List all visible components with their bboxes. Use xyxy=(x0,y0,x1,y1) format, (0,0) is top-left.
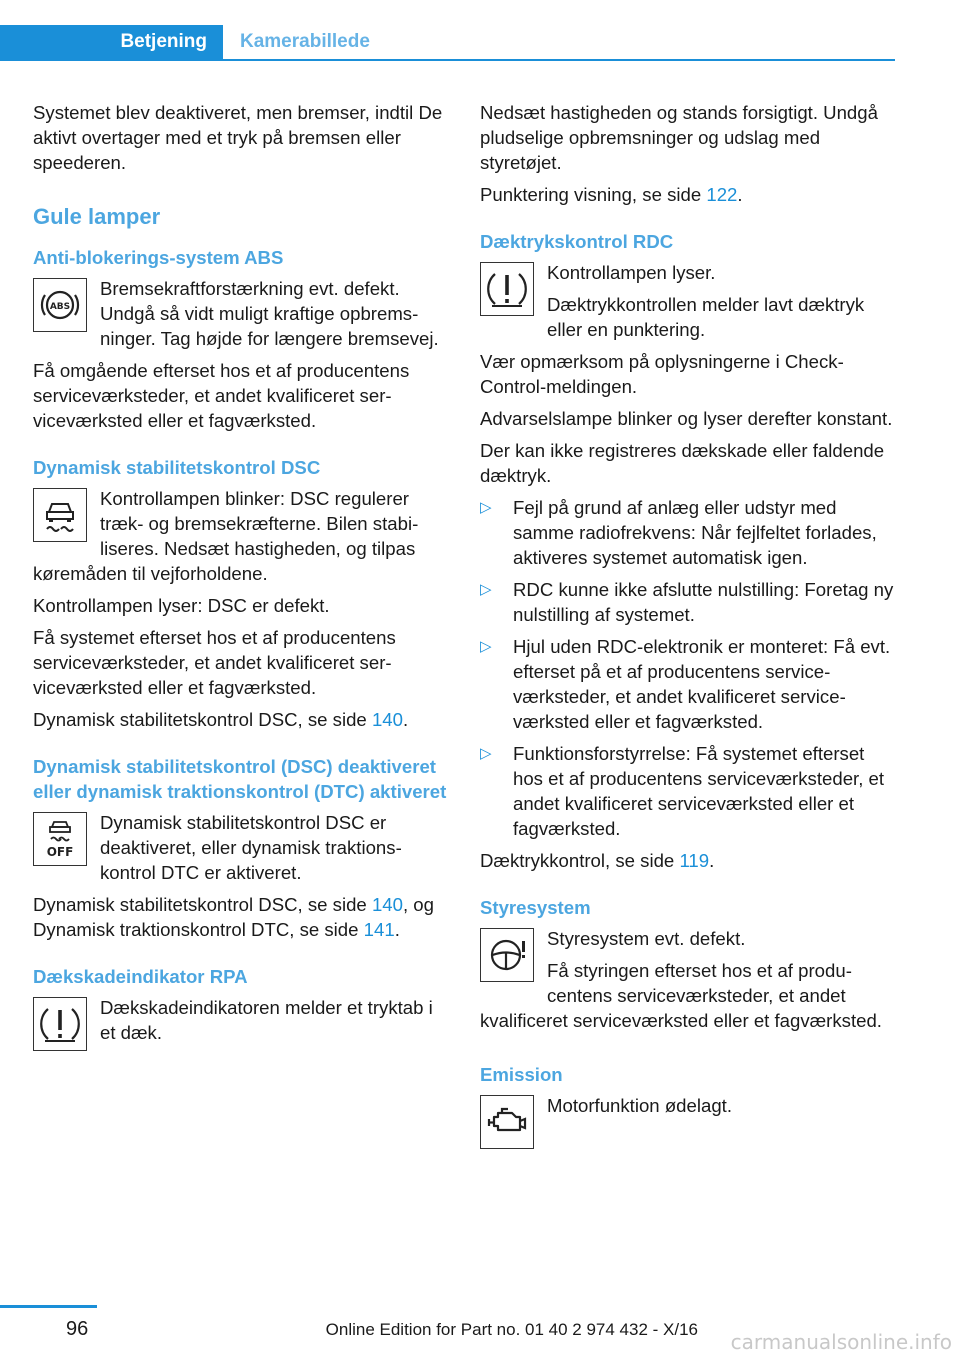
paragraph: Motorfunktion ødelagt. xyxy=(547,1095,733,1116)
list-item xyxy=(480,495,898,570)
section-tab-label: Betjening xyxy=(120,31,207,52)
paragraph: Nedsæt hastigheden og stands forsigtigt. Undgå pludselige opbremsninger og udslag med styretøjet. xyxy=(480,102,878,173)
footer-rule xyxy=(0,1305,97,1308)
ref-text: , og Dynamisk traktionskontrol DTC, se side xyxy=(33,894,434,940)
page-link[interactable]: 140 xyxy=(371,894,403,915)
paragraph: Dynamisk stabilitetskontrol DSC er deaktiveret, eller dynamisk traktionskontrol DTC er aktiveret. xyxy=(100,812,402,883)
edition-info: Online Edition for Part no. 01 40 2 974 432 - X/16 xyxy=(325,1320,698,1339)
subsection-heading-dsc-off: Dynamisk stabilitetskontrol (DSC) deaktiveret eller dynamisk traktionskontrol (DTC) aktiveret xyxy=(33,756,447,802)
bullet-triangle-icon: ▷ xyxy=(480,745,492,762)
paragraph: Advarselslampe blinker og lyser derefter konstant. xyxy=(480,408,893,429)
page-header xyxy=(0,25,895,61)
paragraph: Systemet blev deaktiveret, men bremser, indtil De aktivt overtager med et tryk på bremsen eller speederen. xyxy=(33,102,443,173)
paragraph: Dæktrykkontrollen melder lavt dæktryk eller en punktering. xyxy=(547,294,865,340)
page-link[interactable]: 141 xyxy=(363,919,395,940)
ref-text: Dæktrykkontrol, se side xyxy=(480,850,680,871)
ref-end: . xyxy=(394,919,400,940)
ref-end: . xyxy=(709,850,715,871)
cross-reference xyxy=(33,707,451,732)
paragraph: Vær opmærksom på oplysningerne i Check-Control-meldingen. xyxy=(480,351,844,397)
list-item-text: RDC kunne ikke afslutte nulstilling: Foretag ny nulstilling af systemet. xyxy=(513,579,894,625)
paragraph: Kontrollampen lyser: DSC er defekt. xyxy=(33,595,330,616)
paragraph: Dækskadeindikatoren melder et tryktab i et dæk. xyxy=(100,997,433,1043)
paragraph: Der kan ikke registreres dækskade eller faldende dæktryk. xyxy=(480,440,885,486)
paragraph: Få omgående efterset hos et af producentens serviceværksteder, et andet kvalificeret serviceværksted eller et fagværksted. xyxy=(33,360,410,431)
bullet-triangle-icon: ▷ xyxy=(480,638,492,655)
subsection-heading-rdc: Dæktrykskontrol RDC xyxy=(480,231,674,252)
dsc-block xyxy=(33,486,451,586)
abs-icon-label: ABS xyxy=(49,302,71,312)
ref-end: . xyxy=(737,184,743,205)
cross-reference xyxy=(480,182,898,207)
paragraph: Bremsekraftforstærkning evt. defekt. Undgå så vidt muligt kraftige opbremsninger. Tag højde for længere bremsevej. xyxy=(100,278,439,349)
rpa-block xyxy=(33,995,451,1045)
section-heading: Gule lamper xyxy=(33,204,161,229)
bullet-list xyxy=(480,495,898,841)
paragraph: Kontrollampen blinker: DSC regulerer træk- og bremsekræfterne. Bilen stabiliseres. Nedsæt hastigheden, og tilpas køremåden til vejforholdene. xyxy=(33,488,419,584)
cross-reference xyxy=(480,848,898,873)
paragraph: Styresystem evt. defekt. xyxy=(547,928,746,949)
page-number: 96 xyxy=(66,1318,89,1340)
ref-text: Dynamisk stabilitetskontrol DSC, se side xyxy=(33,709,372,730)
left-column xyxy=(33,100,451,1053)
watermark: carmanualsonline.info xyxy=(730,1330,952,1354)
dsc-off-block xyxy=(33,810,451,885)
subsection-heading-dsc: Dynamisk stabilitetskontrol DSC xyxy=(33,457,321,478)
ref-text: Punktering visning, se side xyxy=(480,184,707,205)
section-tab-inactive xyxy=(240,25,370,59)
paragraph: Få styringen efterset hos et af producentens serviceværksteder, et andet kvalificeret serviceværksted eller et fagværksted. xyxy=(480,960,882,1031)
bullet-triangle-icon: ▷ xyxy=(480,581,492,598)
paragraph: Kontrollampen lyser. xyxy=(547,262,716,283)
header-rule xyxy=(0,59,895,61)
subsection-heading-emission: Emission xyxy=(480,1064,563,1085)
subsection-heading-steering: Styresystem xyxy=(480,897,591,918)
bullet-triangle-icon: ▷ xyxy=(480,499,492,516)
dsc-off-icon xyxy=(33,812,87,866)
abs-block xyxy=(33,276,451,351)
right-column xyxy=(480,100,898,1151)
abs-warning-icon xyxy=(33,278,87,332)
section-tab-active xyxy=(0,25,223,59)
list-item xyxy=(480,634,898,734)
page-link[interactable]: 140 xyxy=(371,709,403,730)
tire-pressure-warning-icon xyxy=(480,262,534,316)
list-item-text: Fejl på grund af anlæg eller udstyr med samme radiofrekvens: Når fejlfeltet forlades, aktiveres systemet automatisk igen. xyxy=(513,497,877,568)
list-item xyxy=(480,741,898,841)
cross-reference xyxy=(33,892,451,942)
rdc-block xyxy=(480,260,898,342)
subsection-heading-rpa: Dækskadeindikator RPA xyxy=(33,966,248,987)
dsc-off-icon-label: OFF xyxy=(46,845,74,859)
dsc-car-skid-icon xyxy=(33,488,87,542)
list-item-text: Funktionsforstyrrelse: Få systemet efterset hos et af producentens serviceværksteder, et andet kvalificeret serviceværksted eller et fagværksted. xyxy=(513,743,885,839)
paragraph: Få systemet efterset hos et af producentens serviceværksteder, et andet kvalificeret serviceværksted eller et fagværksted. xyxy=(33,627,396,698)
page-link[interactable]: 119 xyxy=(679,850,710,871)
steering-warning-icon xyxy=(480,928,534,982)
emission-block xyxy=(480,1093,898,1118)
tire-warning-icon xyxy=(33,997,87,1051)
list-item-text: Hjul uden RDC-elektronik er monteret: Få evt. efterset på et af producentens serviceværksteder, et andet kvalificeret serviceværksted eller et fagværksted. xyxy=(513,636,891,732)
subsection-heading-abs: Anti-blokerings-system ABS xyxy=(33,247,284,268)
section-tab-label-inactive: Kamerabillede xyxy=(240,31,370,52)
page-link[interactable]: 122 xyxy=(706,184,738,205)
ref-end: . xyxy=(402,709,409,730)
list-item xyxy=(480,577,898,627)
ref-text: Dynamisk stabilitetskontrol DSC, se side xyxy=(33,894,372,915)
steering-block xyxy=(480,926,898,1033)
engine-icon xyxy=(480,1095,534,1149)
